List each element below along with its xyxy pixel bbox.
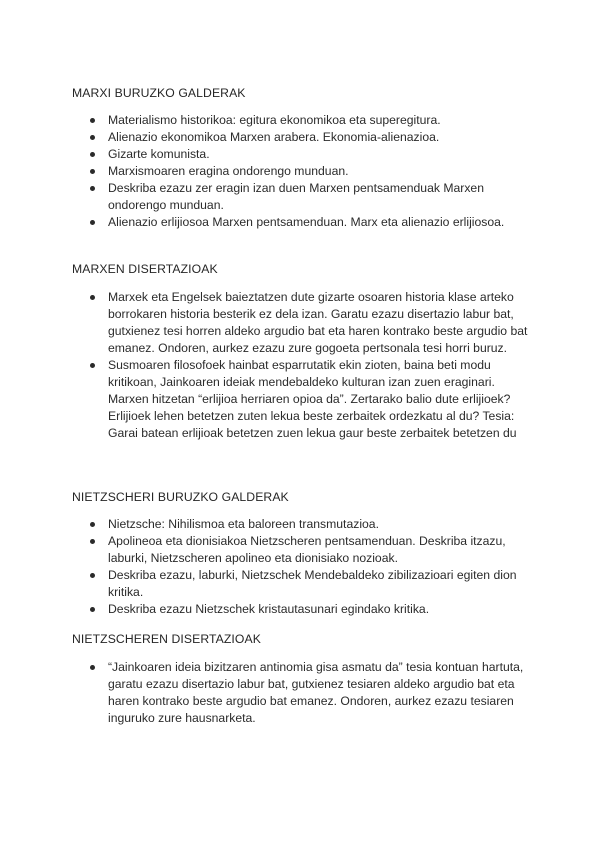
list-item-text: Nietzsche: Nihilismoa eta baloreen transmutazioa. — [108, 517, 379, 531]
bullet-icon — [90, 665, 95, 670]
bullet-icon — [90, 220, 95, 225]
list-item — [90, 289, 530, 357]
list-item — [90, 146, 530, 163]
bullet-icon — [90, 118, 95, 123]
nietzsche-questions-list — [90, 516, 530, 618]
list-item-text: Apolineoa eta dionisiakoa Nietzscheren pentsamenduan. Deskriba itzazu, laburki, Nietzscheren apolineo eta dionisiako nozioak. — [108, 534, 506, 565]
bullet-icon — [90, 607, 95, 612]
list-item — [90, 112, 530, 129]
bullet-icon — [90, 573, 95, 578]
bullet-icon — [90, 169, 95, 174]
bullet-icon — [90, 295, 95, 300]
bullet-icon — [90, 522, 95, 527]
list-item-text: “Jainkoaren ideia bizitzaren antinomia gisa asmatu da” tesia kontuan hartuta, garatu ezazu disertazio labur bat, gutxienez tesiaren aldeko argudio bat eta haren kontrako beste argudio bat emanez. Ondoren, aurkez ezazu tesiaren inguruko zure hausnarketa. — [108, 660, 524, 725]
bullet-icon — [90, 186, 95, 191]
list-item-text: Materialismo historikoa: egitura ekonomikoa eta superegitura. — [108, 113, 441, 127]
list-item-text: Deskriba ezazu, laburki, Nietzschek Mendebaldeko zibilizazioari egiten dion kritika. — [108, 568, 517, 599]
section-title-nietzsche-dissertations: NIETZSCHEREN DISERTAZIOAK — [72, 632, 261, 646]
section-title-marx-questions: MARXI BURUZKO GALDERAK — [72, 86, 246, 100]
list-item — [90, 567, 530, 601]
list-item — [90, 516, 530, 533]
list-item — [90, 659, 530, 727]
bullet-icon — [90, 539, 95, 544]
list-item-text: Susmoaren filosofoek hainbat esparrutatik ekin zioten, baina beti modu kritikoan, Jainkoaren ideiak mendebaldeko kulturan izan zuen eraginari. Marxen hitzetan “erlijioa herriaren opioa da”. Zertarako balio dute erlijioek? Erlijioek lehen betetzen zuten lekua beste zerbaitek ordezkatu al du? Tesia: Garai batean erlijioak betetzen zuen lekua gaur beste zerbaitek betetzen du — [108, 358, 517, 440]
list-item-text: Marxismoaren eragina ondorengo munduan. — [108, 164, 349, 178]
list-item-text: Alienazio ekonomikoa Marxen arabera. Ekonomia-alienazioa. — [108, 130, 440, 144]
list-item-text: Deskriba ezazu zer eragin izan duen Marxen pentsamenduak Marxen ondorengo munduan. — [108, 181, 484, 212]
list-item — [90, 357, 530, 442]
list-item — [90, 129, 530, 146]
list-item — [90, 214, 530, 231]
list-item — [90, 601, 530, 618]
list-item-text: Deskriba ezazu Nietzschek kristautasunari egindako kritika. — [108, 602, 430, 616]
nietzsche-dissertations-list — [90, 659, 530, 727]
list-item-text: Alienazio erlijiosoa Marxen pentsamenduan. Marx eta alienazio erlijiosoa. — [108, 215, 505, 229]
marx-dissertations-list — [90, 289, 530, 442]
list-item — [90, 163, 530, 180]
list-item-text: Marxek eta Engelsek baieztatzen dute gizarte osoaren historia klase arteko borrokaren historia besterik ez dela izan. Garatu ezazu disertazio labur bat, gutxienez tesi horren aldeko argudio bat eta haren kontrako beste argudio bat emanez. Ondoren, aurkez ezazu zure gogoeta pertsonala tesi horri buruz. — [108, 290, 528, 355]
section-title-nietzsche-questions: NIETZSCHERI BURUZKO GALDERAK — [72, 490, 289, 504]
list-item-text: Gizarte komunista. — [108, 147, 210, 161]
list-item — [90, 533, 530, 567]
list-item — [90, 180, 530, 214]
section-title-marx-dissertations: MARXEN DISERTAZIOAK — [72, 262, 218, 276]
bullet-icon — [90, 152, 95, 157]
bullet-icon — [90, 135, 95, 140]
bullet-icon — [90, 363, 95, 368]
marx-questions-list — [90, 112, 530, 231]
